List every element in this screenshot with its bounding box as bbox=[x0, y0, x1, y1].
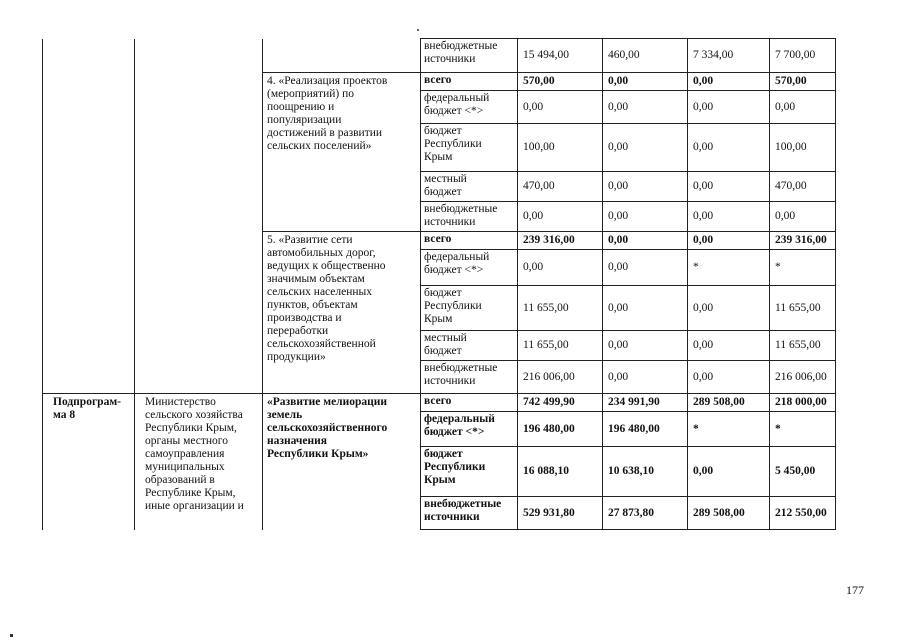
amount-year-1: 0,00 bbox=[603, 361, 688, 394]
funding-source: внебюджетные источники bbox=[421, 361, 518, 394]
amount-year-2: 289 508,00 bbox=[688, 497, 770, 530]
amount-total: 16 088,10 bbox=[518, 447, 603, 497]
funding-source: федеральный бюджет <*> bbox=[421, 412, 518, 447]
amount-total: 470,00 bbox=[518, 172, 603, 202]
amount-year-3: 100,00 bbox=[770, 124, 836, 172]
amount-year-2: 289 508,00 bbox=[688, 394, 770, 412]
amount-year-2: 0,00 bbox=[688, 202, 770, 232]
amount-year-2: 0,00 bbox=[688, 232, 770, 250]
amount-year-3: 7 700,00 bbox=[770, 39, 836, 73]
amount-year-1: 196 480,00 bbox=[603, 412, 688, 447]
funding-source: всего bbox=[421, 73, 518, 91]
amount-year-3: 11 655,00 bbox=[770, 286, 836, 331]
amount-year-1: 0,00 bbox=[603, 286, 688, 331]
funding-source: всего bbox=[421, 232, 518, 250]
amount-total: 0,00 bbox=[518, 91, 603, 124]
amount-year-1: 460,00 bbox=[603, 39, 688, 73]
amount-year-2: 0,00 bbox=[688, 172, 770, 202]
amount-year-1: 0,00 bbox=[603, 124, 688, 172]
executor-cell-continued bbox=[135, 39, 263, 394]
amount-year-3: 5 450,00 bbox=[770, 447, 836, 497]
amount-year-1: 0,00 bbox=[603, 172, 688, 202]
amount-year-2: 0,00 bbox=[688, 447, 770, 497]
amount-year-3: 0,00 bbox=[770, 91, 836, 124]
amount-year-2: * bbox=[688, 412, 770, 447]
amount-year-3: 11 655,00 bbox=[770, 331, 836, 361]
page-number: 177 bbox=[846, 583, 864, 597]
activity-4-name: 4. «Реализация проектов (мероприятий) по поощрению и популяризации достижений в развитии сельских поселений» bbox=[263, 73, 421, 232]
amount-year-2: 0,00 bbox=[688, 91, 770, 124]
subprogram-executor: Министерство сельского хозяйства Республики Крым, органы местного самоуправления муниципальных образований в Республике Крым, иные организации и bbox=[135, 394, 263, 530]
table-row bbox=[43, 394, 836, 412]
amount-year-1: 0,00 bbox=[603, 232, 688, 250]
activity-cell-continued bbox=[263, 39, 421, 73]
amount-year-3: * bbox=[770, 412, 836, 447]
amount-year-1: 0,00 bbox=[603, 91, 688, 124]
funding-source: местный бюджет bbox=[421, 172, 518, 202]
amount-total: 100,00 bbox=[518, 124, 603, 172]
amount-year-2: 0,00 bbox=[688, 331, 770, 361]
amount-year-1: 10 638,10 bbox=[603, 447, 688, 497]
amount-total: 11 655,00 bbox=[518, 286, 603, 331]
funding-source: местный бюджет bbox=[421, 331, 518, 361]
financing-table bbox=[42, 38, 836, 530]
funding-source: федеральный бюджет <*> bbox=[421, 91, 518, 124]
amount-year-3: 470,00 bbox=[770, 172, 836, 202]
amount-year-2: 7 334,00 bbox=[688, 39, 770, 73]
funding-source: всего bbox=[421, 394, 518, 412]
amount-total: 15 494,00 bbox=[518, 39, 603, 73]
amount-year-3: 0,00 bbox=[770, 202, 836, 232]
amount-year-2: 0,00 bbox=[688, 124, 770, 172]
amount-year-3: 216 006,00 bbox=[770, 361, 836, 394]
funding-source: федеральный бюджет <*> bbox=[421, 250, 518, 286]
amount-year-3: 570,00 bbox=[770, 73, 836, 91]
amount-year-3: 218 000,00 bbox=[770, 394, 836, 412]
amount-total: 529 931,80 bbox=[518, 497, 603, 530]
amount-year-3: * bbox=[770, 250, 836, 286]
amount-total: 196 480,00 bbox=[518, 412, 603, 447]
table-row bbox=[43, 39, 836, 73]
amount-year-2: 0,00 bbox=[688, 286, 770, 331]
amount-total: 742 499,90 bbox=[518, 394, 603, 412]
funding-source: бюджет Республики Крым bbox=[421, 447, 518, 497]
amount-year-1: 0,00 bbox=[603, 202, 688, 232]
amount-year-3: 239 316,00 bbox=[770, 232, 836, 250]
amount-year-1: 27 873,80 bbox=[603, 497, 688, 530]
amount-year-1: 234 991,90 bbox=[603, 394, 688, 412]
amount-total: 216 006,00 bbox=[518, 361, 603, 394]
funding-source: бюджет Республики Крым bbox=[421, 286, 518, 331]
activity-5-name: 5. «Развитие сети автомобильных дорог, ведущих к общественно значимым объектам сельских населенных пунктов, объектам производства и переработки сельскохозяйственной продукции» bbox=[263, 232, 421, 394]
scan-artifact bbox=[417, 29, 419, 31]
amount-year-1: 0,00 bbox=[603, 331, 688, 361]
amount-total: 239 316,00 bbox=[518, 232, 603, 250]
amount-year-1: 0,00 bbox=[603, 250, 688, 286]
amount-year-2: * bbox=[688, 250, 770, 286]
funding-source: внебюджетные источники bbox=[421, 39, 518, 73]
amount-year-1: 0,00 bbox=[603, 73, 688, 91]
subprogram-title: «Развитие мелиорации земель сельскохозяйственного назначения Республики Крым» bbox=[263, 394, 421, 530]
subprogram-cell-continued bbox=[43, 39, 135, 394]
amount-year-3: 212 550,00 bbox=[770, 497, 836, 530]
amount-total: 0,00 bbox=[518, 250, 603, 286]
funding-source: бюджет Республики Крым bbox=[421, 124, 518, 172]
funding-source: внебюджетные источники bbox=[421, 202, 518, 232]
amount-total: 570,00 bbox=[518, 73, 603, 91]
amount-year-2: 0,00 bbox=[688, 73, 770, 91]
amount-year-2: 0,00 bbox=[688, 361, 770, 394]
funding-source: внебюджетные источники bbox=[421, 497, 518, 530]
subprogram-label: Подпрограм- ма 8 bbox=[43, 394, 135, 530]
amount-total: 11 655,00 bbox=[518, 331, 603, 361]
amount-total: 0,00 bbox=[518, 202, 603, 232]
scan-artifact bbox=[10, 634, 13, 637]
